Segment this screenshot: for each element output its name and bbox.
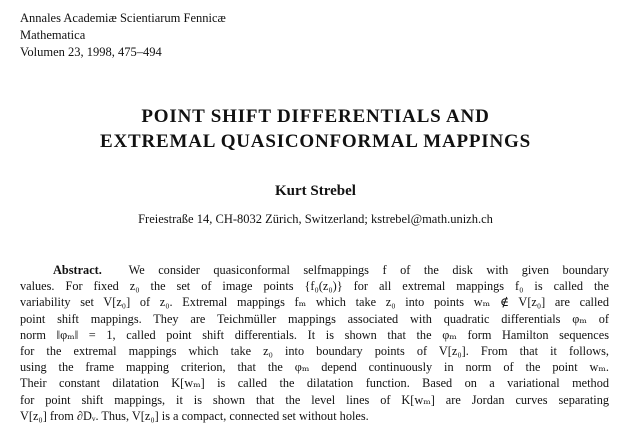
title-line-2: EXTREMAL QUASICONFORMAL MAPPINGS xyxy=(100,131,531,152)
abstract-line: for point shift mappings, it is shown that the level lines of K[wₘ] are Jordan curves separating xyxy=(20,392,609,407)
abstract-line: Their constant dilatation K[wₘ] is called the dilatation function. Based on a variational method xyxy=(20,376,609,391)
abstract-line: point shift mappings. They are Teichmüller mappings associated with quadratic differentials φₘ of xyxy=(20,311,609,326)
abstract-line: Abstract. We consider quasiconformal selfmappings f of the disk with given boundary xyxy=(53,263,609,277)
journal-header xyxy=(20,10,226,61)
abstract-line: V[z₀] from ∂Dᵥ. Thus, V[z₀] is a compact, connected set without holes. xyxy=(20,408,369,423)
abstract-label: Abstract. xyxy=(53,263,102,277)
abstract-line: values. For fixed z₀ the set of image points {f₀(z₀)} for all extremal mappings f₀ is called the xyxy=(20,279,609,294)
abstract-line: for the extremal mappings which take z₀ into boundary points of V[z₀]. From that it follows, xyxy=(20,344,609,359)
journal-series: Mathematica xyxy=(20,28,86,42)
abstract-line: norm ‖φₘ‖ = 1, called point shift differentials. It is shown that the φₘ form Hamilton sequences xyxy=(20,327,609,342)
journal-name: Annales Academiæ Scientiarum Fennicæ xyxy=(20,11,226,25)
abstract-line: variability set V[z₀] of z₀. Extremal mappings fₘ which take z₀ into points wₘ ∉ V[z₀] are called xyxy=(20,295,609,310)
abstract xyxy=(20,262,609,424)
abstract-line: using the frame mapping criterion, that the φₘ depend continuously in norm of the point wₘ. xyxy=(20,360,609,375)
journal-volume: Volumen 23, 1998, 475–494 xyxy=(20,45,162,59)
paper-title xyxy=(0,104,631,154)
title-line-1: POINT SHIFT DIFFERENTIALS AND xyxy=(141,106,490,127)
author-name: Kurt Strebel xyxy=(275,183,356,199)
author-address: Freiestraße 14, CH-8032 Zürich, Switzerland; kstrebel@math.unizh.ch xyxy=(138,212,493,226)
